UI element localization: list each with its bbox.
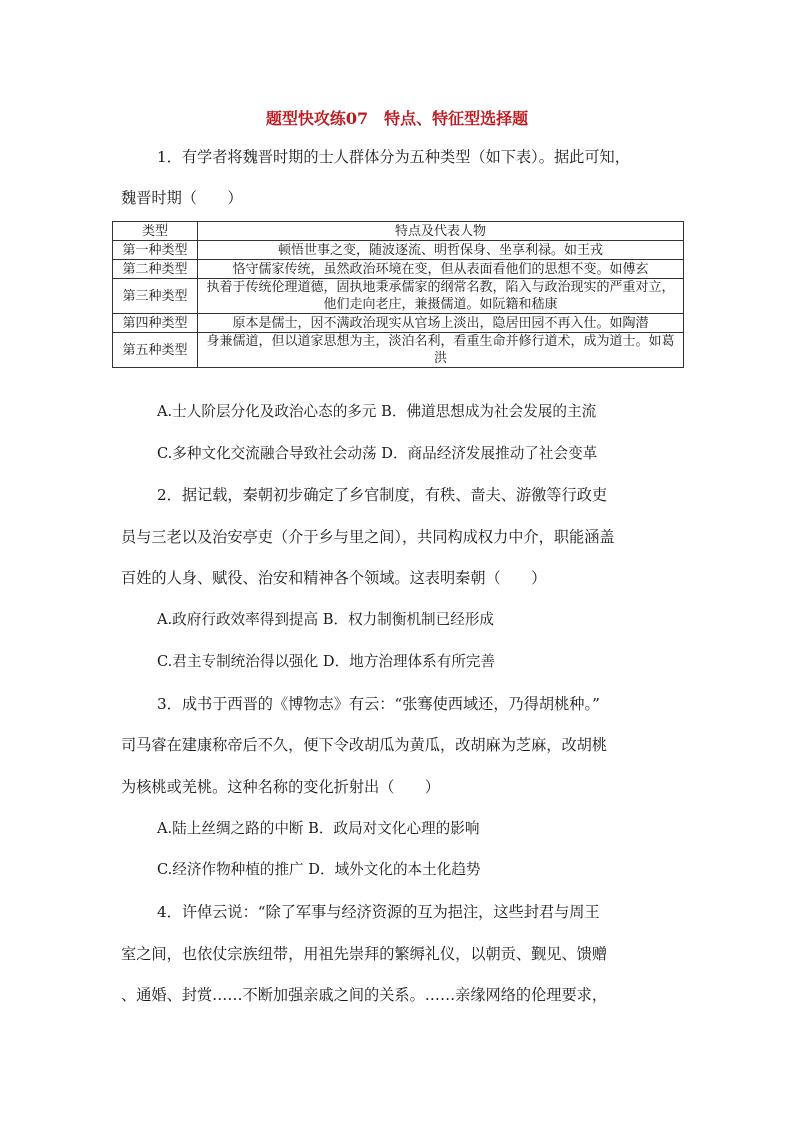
question-3-stem-line-1: 3．成书于西晋的《博物志》有云：“张骞使西域还，乃得胡桃种。” [157, 695, 600, 713]
table-cell-desc: 身兼儒道，但以道家思想为主，淡泊名利，看重生命并修行道术，成为道士。如葛洪 [198, 333, 684, 368]
table-cell-desc: 原本是儒士，因不满政治现实从官场上淡出，隐居田园不再入仕。如陶潜 [198, 314, 684, 333]
table-row [113, 314, 684, 333]
table-cell-desc: 恪守儒家传统，虽然政治环境在变，但从表面看他们的思想不变。如傅玄 [198, 260, 684, 279]
question-3-options-cd: C.经济作物种植的推广 D．域外文化的本土化趋势 [157, 861, 481, 878]
question-1-options-cd: C.多种文化交流融合导致社会动荡 D．商品经济发展推动了社会变革 [157, 445, 598, 462]
scholar-types-table [112, 221, 684, 368]
table-row [113, 241, 684, 260]
table-header-type: 类型 [113, 222, 198, 241]
question-2-stem-line-2: 员与三老以及治安亭吏（介于乡与里之间），共同构成权力中介，职能涵盖 [121, 528, 615, 546]
table-cell-desc: 顿悟世事之变，随波逐流、明哲保身、坐享利禄。如王戎 [198, 241, 684, 260]
question-2-options-cd: C.君主专制统治得以强化 D．地方治理体系有所完善 [157, 653, 496, 670]
table-cell-type: 第一种类型 [113, 241, 198, 260]
table-cell-type: 第四种类型 [113, 314, 198, 333]
question-2-stem-line-3: 百姓的人身、赋役、治安和精神各个领域。这表明秦朝（ ） [121, 569, 547, 587]
page-title: 题型快攻练07 特点、特征型选择题 [265, 109, 529, 128]
table-header-row [113, 222, 684, 241]
table-row [113, 333, 684, 368]
question-2-stem-line-1: 2．据记载，秦朝初步确定了乡官制度，有秩、啬夫、游徼等行政吏 [157, 486, 608, 504]
question-3-options-ab: A.陆上丝绸之路的中断 B．政局对文化心理的影响 [157, 820, 480, 837]
question-1-options-ab: A.士人阶层分化及政治心态的多元 B．佛道思想成为社会发展的主流 [157, 403, 597, 420]
question-3-stem-line-2: 司马睿在建康称帝后不久，便下令改胡瓜为黄瓜，改胡麻为芝麻，改胡桃 [121, 736, 607, 754]
table-header-desc: 特点及代表人物 [198, 222, 684, 241]
question-4-stem-line-3: 、通婚、封赏……不断加强亲戚之间的关系。……亲缘网络的伦理要求， [121, 986, 607, 1004]
question-4-stem-line-1: 4．许倬云说：“除了军事与经济资源的互为挹注，这些封君与周王 [157, 903, 600, 921]
table-cell-type: 第五种类型 [113, 333, 198, 368]
question-1-stem-line-1: 1．有学者将魏晋时期的士人群体分为五种类型（如下表）。据此可知， [157, 148, 630, 166]
table-cell-desc: 执着于传统伦理道德，固执地秉承儒家的纲常名教，陷入与政治现实的严重对立，他们走向老庄，兼摄儒道。如阮籍和嵇康 [198, 279, 684, 314]
question-2-options-ab: A.政府行政效率得到提高 B．权力制衡机制已经形成 [157, 611, 495, 628]
table-cell-type: 第二种类型 [113, 260, 198, 279]
table-row [113, 279, 684, 314]
table-cell-type: 第三种类型 [113, 279, 198, 314]
table-row [113, 260, 684, 279]
question-3-stem-line-3: 为核桃或羌桃。这种名称的变化折射出（ ） [121, 778, 440, 796]
question-4-stem-line-2: 室之间，也依仗宗族纽带，用祖先崇拜的繁缛礼仪，以朝贡、觐见、馈赠 [121, 945, 607, 963]
question-1-stem-line-2: 魏晋时期（ ） [121, 189, 243, 207]
